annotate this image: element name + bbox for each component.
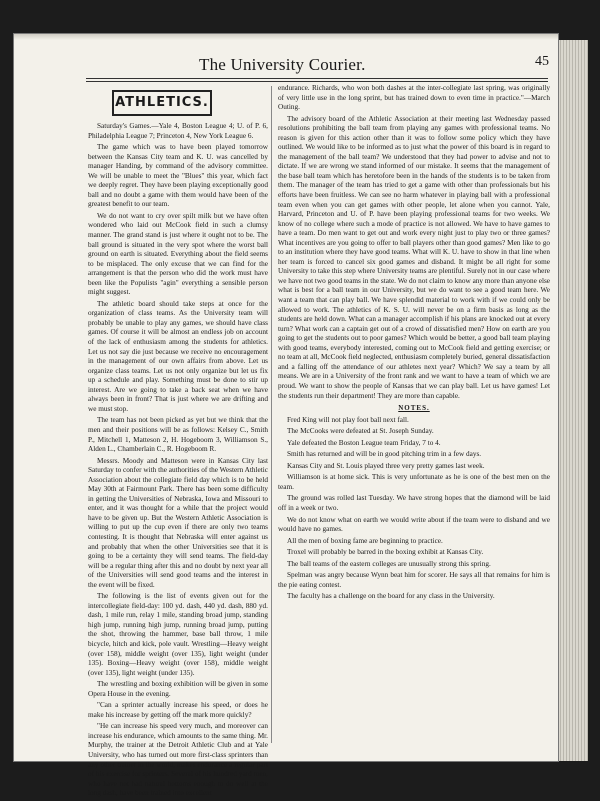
paragraph: "He can increase his speed very much, and moreover can increase his endurance, which amounts to the same thing. Mr. Murphy, the trainer at the Detroit Athletic Club and at Yale University, who has turned out more first-class sprinters than any other trainer in the world, makes endurance a regular part of his exercise for sprinters. Several of his hundred yard men, who have not had natural bottoms enough to do well at the long dash, have been trained into excellent	[88, 722, 268, 798]
paragraph: The game which was to have been played tomorrow between the Kansas City team and K. U. was cancelled by manager Handing, by command of the advisory committee. We will be unable to meet the "Blues" this year, which fact we deeply regret. They have been playing exceptionally good ball and no doubt a game with them would have been of the greatest benefit to our team.	[88, 143, 268, 209]
note-item: Kansas City and St. Louis played three very pretty games last week.	[287, 461, 485, 470]
note-item: The faculty has a challenge on the board for any class in the University.	[287, 592, 495, 601]
note-item: Fred King will not play foot ball next fall.	[287, 415, 409, 424]
paragraph: "Can a sprinter actually increase his speed, or does he make his increase by getting off the mark more quickly?	[88, 701, 268, 719]
paragraph: Saturday's Games.—Yale 4, Boston League 4; U. of P. 6, Philadelphia League 7; Princeton 4, New York League 6.	[88, 122, 268, 140]
note-item: Spelman was angry because Wynn beat him for scorer. He says all that remains for him is the pie eating contest.	[278, 571, 550, 589]
note-item: Troxel will probably be barred in the boxing exhibit at Kansas City.	[287, 548, 484, 557]
note-item: Yale defeated the Boston League team Friday, 7 to 4.	[287, 438, 441, 447]
note-item: Williamson is at home sick. This is very unfortunate as he is one of the best men on the team.	[278, 473, 550, 491]
note-item: Smith has returned and will be in good pitching trim in a few days.	[287, 450, 482, 459]
page-number: 45	[535, 54, 549, 69]
paragraph: endurance. Richards, who won both dashes at the inter-collegiate last spring, was originally of very little use in the long sprint, but has trained down to even time in practice."—March Outing.	[278, 84, 550, 112]
paragraph: The team has not been picked as yet but we think that the men and their positions will be as follows: Kelsey C., Smith P., Mitchell 1, Matteson 2, H. Hogeboom 3, Williamson S., Alden L., Chamberlain C., R. Hogeboom R.	[88, 416, 268, 454]
paragraph: Messrs. Moody and Matteson were in Kansas City last Saturday to confer with the authorities of the Western Athletic Association about the collegiate field day which is to be held May 30th at Fairmount Park. There has been some difficulty in getting the Universities of Nebraska, Iowa and Missouri to enter, and it was thought for a while that the project would have to be given up. But the Western Athletic Association is willing to put up the cup even if there are only two teams contesting. It is thought that Nebraska will enter against us and probably that when the other Universities see that it is going to be a certainty they will send teams. The field-day will be a regular thing after this and no doubt by next year all of the Universities will send good teams and the interest in the event will be fixed.	[88, 456, 268, 589]
note-item: The ball teams of the eastern colleges are unusually strong this spring.	[287, 559, 491, 568]
paragraph: We do not want to cry over spilt milk but we have often wondered who laid out McCook field in such a clumsy manner. The grand stand is just where it ought not to be. The ball ground is situated in the very spot where the worst ball ground on earth is situated. Everything about the field seems to be misplaced. The only excuse that we can find for the arrangement is that the person who did the work must have been like the Populists "agin" everything a sensible person might suggest.	[88, 211, 268, 297]
note-item: The McCooks were defeated at St. Joseph Sunday.	[287, 427, 434, 436]
note-item: We do not know what on earth we would write about if the team were to disband and we would have no games.	[278, 515, 550, 534]
header-rule	[86, 78, 548, 79]
notes-heading: NOTES.	[398, 404, 430, 413]
note-item: All the men of boxing fame are beginning to practice.	[287, 536, 443, 545]
paragraph: The advisory board of the Athletic Association at their meeting last Wednesday passed resolutions prohibiting the ball team from playing any games with professional teams. No reason is given for this action other than it was to follow some policy which they have outlined. We would like to be informed as to just what the power of this board is in regard to the management of the ball team? We understood that they had power to advise and not to dictate. If we are wrong we stand informed of our mistake. It seems that the management of the base ball team which has heretofore been in the hands of the students is to be taken from them. The manager of the team has tried to get a game with other than professionals but his efforts have been fruitless. We can see no harm whatever in playing ball with a professional team even when you can get games with other people, let alone when you cannot. Yale, Harvard, Princeton and U. of P. have been playing professional teams for two weeks. We know of no college where such a mode of practice is not allowed. We have to have games to have a team. Do men want to get out and work every night just to play two or three games? What incentives are you going to offer to ball players other than good games? Men like to go to an institution where they have good teams. What will K. U. have to show in that line when her team is forced to cancel six good games and disband. It might be all right for some University to take this step where University teams are plentiful. Surely not in our case where we have not two good teams in the state. We do not claim to know any more than anyone else what is best for a ball team in our University, but we do want to see a good team here. We want a team that can play ball. We have splendid material to work with if we could only be allowed to work. The athletics of K. S. U. will never be on a firm basis as long as the students are held down. What can a manager accomplish if his plans are knocked out at every turn? What work can a captain get out of a crowd of dissatisfied men? How on earth are you going to get the students out to poor games? Which would be better, a good ball team playing with good teams, everybody interested, coming out to McCook field and getting exercise; or no team at all, McCook field neglected, enthusiasm completely buried, general dissatisfaction and a falling off the attendance of our athletes next year? Which? We say a team by all means. We are in a University of the front rank and we want to have a team of which we are proud. We want to show the people of Kansas that we can play ball. Let us have games! Let the students run their department! They are more than capable.	[278, 114, 550, 400]
note-item: The ground was rolled last Tuesday. We have strong hopes that the diamond will be laid off in a week or two.	[278, 494, 550, 512]
running-title: The University Courier.	[199, 55, 366, 74]
page-edge-stack	[558, 40, 588, 761]
header-rule-secondary	[86, 81, 548, 82]
section-title: ATHLETICS.	[115, 95, 209, 111]
right-column	[278, 84, 550, 604]
paragraph: The following is the list of events given out for the intercollegiate field-day: 100 yd. dash, 440 yd. dash, 880 yd. dash, 1 mile run, relay 1 mile, standing broad jump, standing high jump, running high jump, running broad jump, putting the shot, throwing the hammer, base ball throw, 1 mile bicycle, hitch and kick, pole vault. Wrestling—Heavy weight (over 158), middle weight (over 135), light weight (under 135). Boxing—Heavy weight (over 158), middle weight (over 135), light weight (under 135).	[88, 592, 268, 677]
page-top-shadow	[14, 34, 558, 40]
left-column	[88, 88, 268, 801]
paragraph: The wrestling and boxing exhibition will be given in some Opera House in the evening.	[88, 680, 268, 698]
column-divider	[271, 86, 272, 743]
section-banner	[112, 90, 212, 116]
paragraph: The athletic board should take steps at once for the organization of class teams. As the University team will probably be unable to play any games, we should have class games. Of course it will be almost an endless job on account of the lack of enthusiasm among the students for athletics. Let us not say die just because we receive no encouragement in the management of our own affairs from above. Let us organize class teams. Let us not only organize but let us fix up a schedule and play. Something must be done to stir up interest. Are we going to take a back seat when we have always been in front? That is just where we are drifting and we must stop.	[88, 299, 268, 413]
